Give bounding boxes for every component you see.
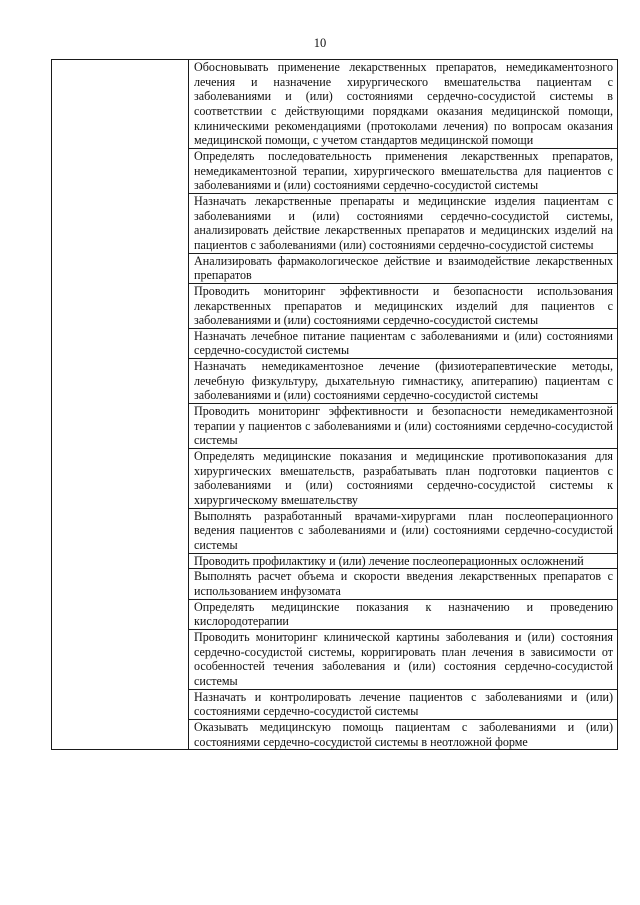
skills-table <box>51 59 618 750</box>
skill-cell <box>189 553 618 569</box>
page-number: 10 <box>313 36 327 50</box>
skill-text: Выполнять расчет объема и скорости введения лекарственных препаратов с использованием инфузомата <box>194 569 613 598</box>
skill-cell <box>189 599 618 629</box>
skill-cell <box>189 719 618 749</box>
table-row <box>52 60 618 149</box>
skill-text: Назначать лечебное питание пациентам с заболеваниями и (или) состояниями сердечно-сосудистой системы <box>194 328 613 358</box>
skill-cell <box>189 689 618 719</box>
skill-cell <box>189 60 618 149</box>
skill-cell <box>189 404 618 449</box>
skill-text: Проводить профилактику и (или) лечение послеоперационных осложнений <box>194 553 584 568</box>
skill-text: Назначать лекарственные препараты и медицинские изделия пациентам с заболеваниями и (или) состояниями сердечно-сосудистой системы, анализировать действие лекарственных препаратов и медицинских изделий на пациентов с заболеваниями (или) состояниями сердечно-сосудистой системы <box>194 193 613 252</box>
skill-text: Проводить мониторинг эффективности и безопасности немедикаментозной терапии у пациентов с заболеваниями и (или) состояниями сердечно-сосудистой системы <box>194 404 613 448</box>
skill-cell <box>189 328 618 358</box>
skill-text: Назначать и контролировать лечение пациентов с заболеваниями и (или) состояниями сердечно-сосудистой системы <box>194 689 613 719</box>
skill-cell <box>189 283 618 328</box>
skill-cell <box>189 359 618 404</box>
skill-cell <box>189 508 618 553</box>
skill-text: Анализировать фармакологическое действие и взаимодействие лекарственных препаратов <box>194 253 613 283</box>
skill-cell <box>189 253 618 283</box>
skill-text: Определять медицинские показания к назначению и проведению кислородотерапии <box>194 599 613 629</box>
skill-text: Проводить мониторинг клинической картины заболевания и (или) состояния сердечно-сосудистой системы, корригировать план лечения в зависимости от особенностей течения заболевания и (или) состояния сердечно-сосудистой системы <box>194 629 613 688</box>
skill-text: Проводить мониторинг эффективности и безопасности использования лекарственных препаратов и медицинских изделий для пациентов с заболеваниями и (или) состояниями сердечно-сосудистой системы <box>194 283 613 328</box>
skill-text: Выполнять разработанный врачами-хирургами план послеоперационного ведения пациентов с заболеваниями и (или) состояниями сердечно-сосудистой системы <box>194 508 613 552</box>
skill-cell <box>189 449 618 509</box>
skill-cell <box>189 148 618 193</box>
skill-text: Определять медицинские показания и медицинские противопоказания для хирургических вмешательств, разрабатывать план подготовки пациентов с заболеваниями и (или) состояниями сердечно-сосудистой системы к хирургическому вмешательству <box>194 449 613 508</box>
skill-cell <box>189 193 618 253</box>
skill-text: Определять последовательность применения лекарственных препаратов, немедикаментозной терапии, хирургического вмешательства для пациентов с заболеваниями и (или) состояниями сердечно-сосудистой системы <box>194 148 613 193</box>
skill-text: Назначать немедикаментозное лечение (физиотерапевтические методы, лечебную физкультуру, дыхательную гимнастику, апитерапию) пациентам с заболеваниями и (или) состояниями сердечно-сосудистой системы <box>194 359 613 403</box>
skill-cell <box>189 569 618 599</box>
left-column-cell <box>52 60 189 750</box>
skill-text: Оказывать медицинскую помощь пациентам с заболеваниями и (или) состояниями сердечно-сосудистой системы в неотложной форме <box>194 719 613 749</box>
skill-cell <box>189 629 618 689</box>
skill-text: Обосновывать применение лекарственных препаратов, немедикаментозного лечения и назначение хирургического вмешательства пациентам с заболеваниями и (или) состояниями сердечно-сосудистой системы в соответствии с действующими порядками оказания медицинской помощи, клиническими рекомендациями (протоколами лечения) по вопросам оказания медицинской помощи, с учетом стандартов медицинской помощи <box>194 60 613 148</box>
